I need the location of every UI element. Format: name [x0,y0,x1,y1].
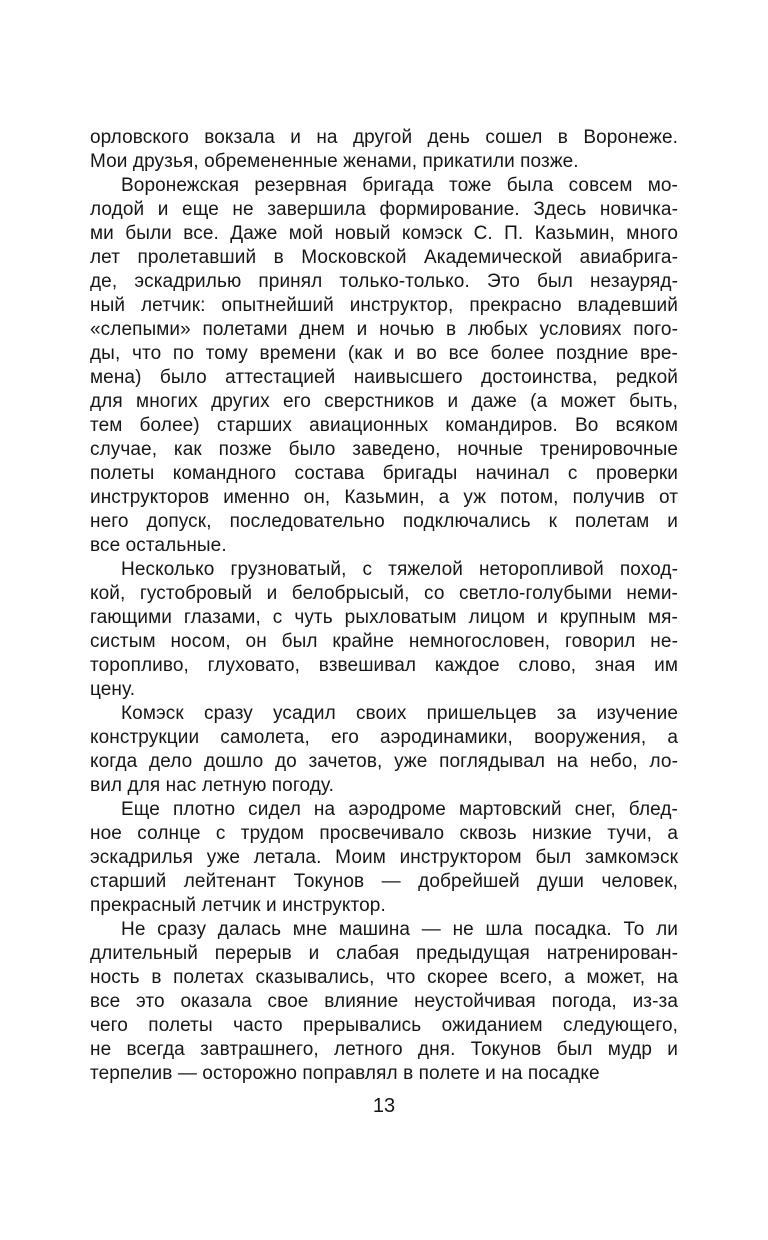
paragraph [90,126,678,174]
page-number: 13 [372,1095,396,1117]
text-line: для многих других его сверстников и даже (а может быть, [90,391,678,412]
text-line: цену. [90,679,136,700]
text-line: ми были все. Даже мой новый комэск С. П. Казьмин, много [90,223,678,244]
text-block [90,126,678,1086]
text-line: вил для нас летную погоду. [90,775,334,796]
text-line: систым носом, он был крайне немногословен, говорил не- [90,631,678,652]
text-line: лодой и еще не завершила формирование. Здесь новичка- [90,199,678,220]
text-line: старший лейтенант Токунов — добрейшей души человек, [90,871,678,892]
text-line: гающими глазами, с чуть рыхловатым лицом и крупным мя- [90,607,678,628]
text-line: лет пролетавший в Московской Академической авиабрига- [90,247,678,268]
text-line: инструкторов именно он, Казьмин, а уж потом, получив от [90,487,678,508]
text-line: когда дело дошло до зачетов, уже поглядывал на небо, ло- [90,751,678,772]
paragraph [90,918,678,1086]
paragraph [90,174,678,558]
text-line: Еще плотно сидел на аэродроме мартовский снег, блед- [121,799,678,820]
text-line: торопливо, глуховато, взвешивал каждое слово, зная им [90,655,678,676]
text-line: кой, густобровый и белобрысый, со светло-голубыми неми- [90,583,678,604]
text-line: ный летчик: опытнейший инструктор, прекрасно владевший [90,295,678,316]
text-line: «слепыми» полетами днем и ночью в любых условиях пого- [90,319,678,340]
text-line: полеты командного состава бригады начинал с проверки [90,463,678,484]
paragraph [90,702,678,798]
text-line: Несколько грузноватый, с тяжелой неторопливой поход- [121,559,678,580]
text-line: Комэск сразу усадил своих пришельцев за изучение [121,703,678,724]
text-line: ное солнце с трудом просвечивало сквозь низкие тучи, а [90,823,678,844]
text-line: Не сразу далась мне машина — не шла посадка. То ли [121,919,678,940]
text-line: длительный перерыв и слабая предыдущая натренирован- [90,943,678,964]
paragraph [90,558,678,702]
text-line: Воронежская резервная бригада тоже была совсем мо- [121,175,678,196]
text-line: ность в полетах сказывались, что скорее всего, а может, на [90,967,678,988]
text-line: все это оказала свое влияние неустойчивая погода, из-за [90,991,678,1012]
text-line: эскадрилья уже летала. Моим инструктором был замкомэск [90,847,678,868]
text-line: него допуск, последовательно подключались к полетам и [90,511,678,532]
text-line: все остальные. [90,535,227,556]
text-line: прекрасный летчик и инструктор. [90,895,386,916]
text-line: не всегда завтрашнего, летного дня. Токунов был мудр и [90,1039,678,1060]
text-line: мена) было аттестацией наивысшего достоинства, редкой [90,367,678,388]
text-line: ды, что по тому времени (как и во все более поздние вре- [90,343,678,364]
text-line: де, эскадрилью принял только-только. Это был незауряд- [90,271,678,292]
text-line: случае, как позже было заведено, ночные тренировочные [90,439,678,460]
text-line: терпелив — осторожно поправлял в полете и на посадке [90,1063,600,1084]
text-line: орловского вокзала и на другой день сошел в Воронеже. [90,127,678,148]
text-line: конструкции самолета, его аэродинамики, вооружения, а [90,727,678,748]
text-line: Мои друзья, обремененные женами, прикатили позже. [90,151,579,172]
text-line: чего полеты часто прерывались ожиданием следующего, [90,1015,678,1036]
paragraph [90,798,678,918]
text-line: тем более) старших авиационных командиров. Во всяком [90,415,678,436]
